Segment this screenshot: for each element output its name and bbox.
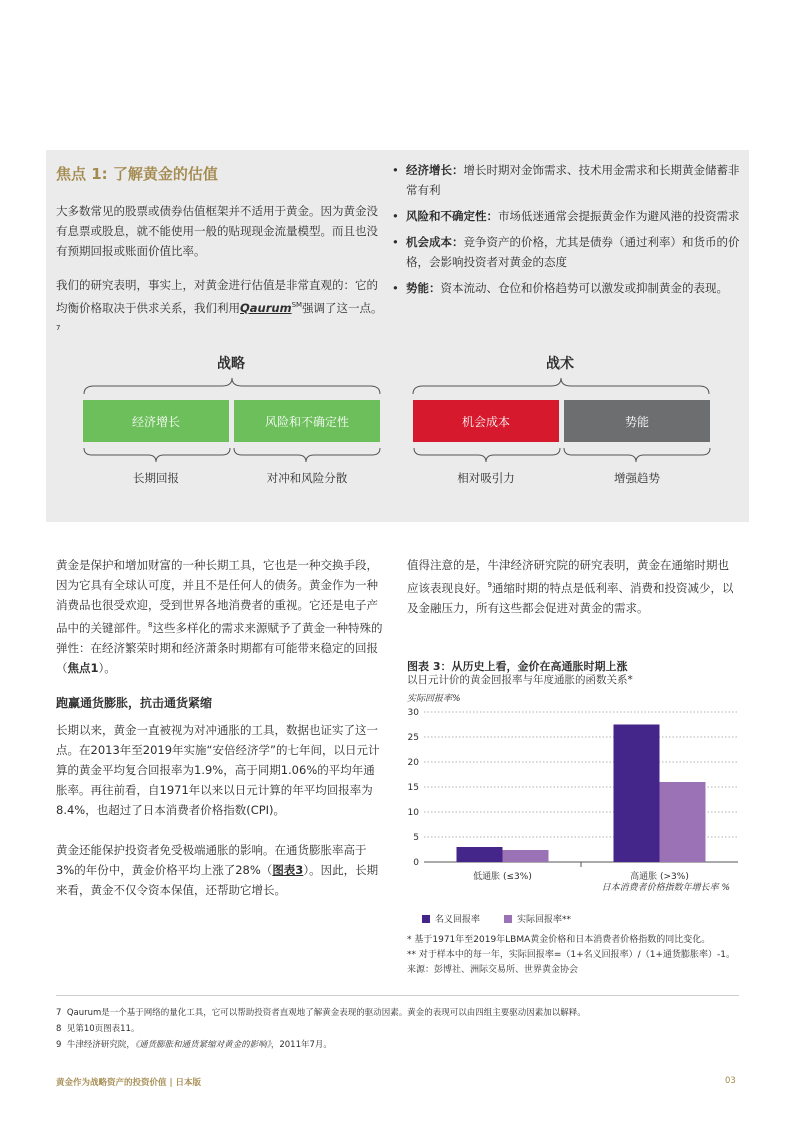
x-tick-label: 高通胀 (>3%) <box>630 872 689 882</box>
qaurum-brand: Qaurum <box>240 300 292 315</box>
label-long-term-return: 长期回报 <box>133 471 179 485</box>
brace-long-term-return <box>82 446 232 464</box>
footnote-7: 7 Qaurum是一个基于网络的量化工具，它可以帮助投资者直观地了解黄金表现的驱动因素。黄金的表现可以由四组主要驱动因素加以解释。 <box>56 1008 586 1018</box>
y-tick-label: 20 <box>407 758 419 768</box>
label-enhanced-trend: 增强趋势 <box>614 471 660 485</box>
y-tick-label: 15 <box>407 783 419 793</box>
body-paragraph-1: 黄金是保护和增加财富的一种长期工具，它也是一种交换手段，因为它具有全球认可度，并且不是任何人的债务。黄金作为一种消费品也很受欢迎，受到世界各地消费者的重视。它还是电子产品中的关键部件。$^8$这些多样化的需求来源赋予了黄金一种特殊的弹性：在经济繁荣时期和经济萧条时期都有可能带来稳定的回报（焦点1）。 <box>56 558 383 675</box>
brace-trend <box>562 446 712 464</box>
y-tick-label: 0 <box>413 858 419 868</box>
legend-swatch-nominal <box>422 915 430 923</box>
tactics-top-brace <box>411 376 711 396</box>
x-axis-label: 日本消费者价格指数年增长率 % <box>601 883 730 893</box>
legend-swatch-real <box>504 915 512 923</box>
label-hedge-diversification: 对冲和风险分散 <box>266 471 348 485</box>
footnote-9: 9 牛津经济研究院，《通货膨胀和通货紧缩对黄金的影响》，2011年7月。 <box>56 1040 332 1050</box>
bullet-opportunity-cost: • 机会成本：竞争资产的价格，尤其是债券（通过利率）和货币的价格，会影响投资者对黄金的态度 <box>390 232 740 272</box>
body-paragraph-2: 长期以来，黄金一直被视为对冲通胀的工具，数据也证实了这一点。在2013年至2019年实施“安倍经济学”的七年间，以日元计算的黄金平均复合回报率为1.9%，高于同期1.06%的平均年通胀率。再往前看，自1971年以来以日元计算的年平均回报率为8.4%，也超过了日本消费者价格指数(CPI)。 <box>56 723 380 817</box>
bullet-momentum: • 势能：资本流动、仓位和价格趋势可以激发或抑制黄金的表现。 <box>390 278 740 298</box>
footer-title: 黄金作为战略资产的投资价值 | 日本版 <box>56 1078 202 1088</box>
figure-subtitle: 以日元计价的黄金回报率与年度通胀的函数关系* <box>407 674 633 686</box>
y-tick-label: 30 <box>407 708 419 718</box>
brace-hedge <box>232 446 382 464</box>
figure-source: 来源：彭博社、洲际交易所、世界黄金协会 <box>407 965 579 975</box>
bullet-economic-growth: • 经济增长：增长时期对金饰需求、技术用金需求和长期黄金储蓄非常有利 <box>390 160 740 200</box>
focus-paragraph-2: 我们的研究表明，事实上，对黄金进行估值是非常直观的：它的均衡价格取决于供求关系，我们利用Qaurum℠强调了这一点。$^7$ <box>56 278 383 332</box>
chart3-link[interactable]: 图表3 <box>272 863 304 877</box>
legend-real: 实际回报率** <box>517 915 572 925</box>
strategy-top-brace <box>82 376 382 396</box>
box-opportunity-cost: 机会成本 <box>413 400 559 442</box>
bar-real-0 <box>503 850 549 862</box>
figure-note-1: * 基于1971年至2019年LBMA黄金价格和日本消费者价格指数的同比变化。 <box>407 935 711 945</box>
y-tick-label: 10 <box>407 808 419 818</box>
x-tick-label: 低通胀 (≤3%) <box>473 872 532 882</box>
strategy-heading: 战略 <box>217 356 245 372</box>
y-axis-label: 实际回报率% <box>407 694 461 704</box>
box-momentum: 势能 <box>564 400 710 442</box>
page-number: 03 <box>725 1076 736 1086</box>
focus-title: 焦点 1: 了解黄金的估值 <box>56 165 218 183</box>
inflation-return-chart <box>400 688 745 910</box>
section-heading-inflation: 跑赢通货膨胀，抗击通货紧缩 <box>56 696 213 710</box>
tactics-heading: 战术 <box>546 356 574 372</box>
bullet-risk: • 风险和不确定性：市场低迷通常会提振黄金作为避风港的投资需求 <box>390 206 740 226</box>
figure-title: 图表 3：从历史上看，金价在高通胀时期上涨 <box>407 660 628 673</box>
bar-real-1 <box>660 782 706 862</box>
body-paragraph-3: 黄金还能保护投资者免受极端通胀的影响。在通货膨胀率高于3%的年份中，黄金价格平均上涨了28%（图表3）。因此，长期来看，黄金不仅令资本保值，还帮助它增长。 <box>56 843 379 897</box>
bar-nominal-1 <box>614 725 660 863</box>
box-economic-growth: 经济增长 <box>83 400 229 442</box>
body-paragraph-4: 值得注意的是，牛津经济研究院的研究表明，黄金在通缩时期也应该表现良好。$^9$通缩时期的特点是低利率、消费和投资减少，以及金融压力，所有这些都会促进对黄金的需求。 <box>407 558 734 615</box>
driver-bullets <box>390 160 740 304</box>
footnote-8: 8 见第10页图表11。 <box>56 1024 140 1034</box>
brace-relative-attractiveness <box>412 446 562 464</box>
bar-nominal-0 <box>457 847 503 862</box>
box-risk-uncertainty: 风险和不确定性 <box>234 400 380 442</box>
legend-nominal: 名义回报率 <box>435 915 481 925</box>
figure-note-2: ** 对于样本中的每一年，实际回报率=（1+名义回报率）/（1+通货膨胀率）-1。 <box>407 950 735 960</box>
y-tick-label: 25 <box>407 733 419 743</box>
focus1-link[interactable]: 焦点1 <box>67 660 99 675</box>
focus-paragraph-1: 大多数常见的股票或债券估值框架并不适用于黄金。因为黄金没有息票或股息，就不能使用一般的贴现现金流量模型。而且也没有预期回报或账面价值比率。 <box>56 204 378 258</box>
chart-legend <box>422 912 571 925</box>
footnote-divider <box>56 995 739 996</box>
label-relative-attractiveness: 相对吸引力 <box>457 471 515 485</box>
y-tick-label: 5 <box>413 833 419 843</box>
